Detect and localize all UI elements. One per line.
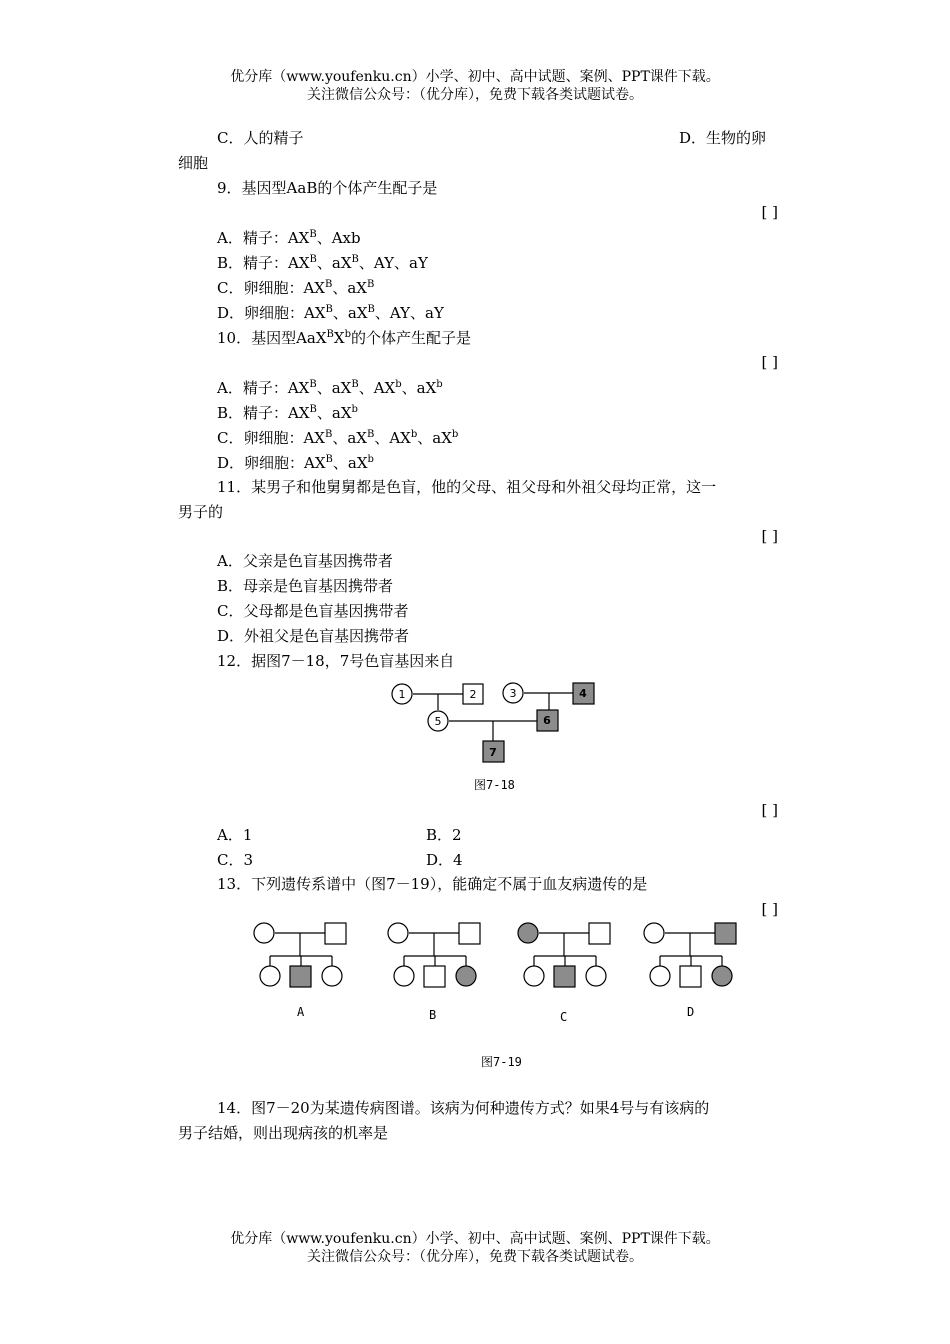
- q10-option-c: C．卵细胞：$AX^B$、$aX^B$、$AX^b$、$aX^b$: [217, 429, 459, 447]
- q12-option-c: C．3: [217, 851, 254, 869]
- q8-option-c: C．人的精子: [217, 129, 304, 147]
- q12-option-b: B．2: [426, 826, 462, 844]
- q14-stem-cont: 男子结婚，则出现病孩的机率是: [178, 1124, 389, 1142]
- q10-option-d: D．卵细胞：$AX^B$、$aX^b$: [217, 454, 374, 472]
- pedigree-label-3: 3: [509, 687, 517, 700]
- pedigree-a-label: A: [297, 1005, 305, 1019]
- q13-stem: 13．下列遗传系谱中（图7－19），能确定不属于血友病遗传的是: [217, 875, 648, 893]
- header-line-1: 优分库（www.youfenku.cn）小学、初中、高中试题、案例、PPT课件下载。: [230, 69, 720, 85]
- q11-answer-bracket: [ ]: [761, 527, 778, 545]
- footer-line-1: 优分库（www.youfenku.cn）小学、初中、高中试题、案例、PPT课件下载。: [230, 1231, 720, 1247]
- pedigree-b-label: B: [429, 1008, 437, 1022]
- q12-stem: 12．据图7－18，7号色盲基因来自: [217, 652, 455, 670]
- pedigree-b: [384, 918, 484, 990]
- q11-stem: 11．某男子和他舅舅都是色盲，他的父母、祖父母和外祖父母均正常，这一: [217, 478, 717, 496]
- q11-option-b: B．母亲是色盲基因携带者: [217, 577, 394, 595]
- figure-7-19-caption: 图7-19: [481, 1055, 522, 1069]
- q9-answer-bracket: [ ]: [761, 203, 778, 221]
- pedigree-c-label: C: [560, 1010, 568, 1024]
- q9-option-a: A．精子：$AX^B$、Axb: [217, 229, 361, 247]
- figure-7-18-caption: 图7-18: [474, 778, 515, 792]
- footer-line-2: 关注微信公众号：（优分库），免费下载各类试题试卷。: [307, 1249, 643, 1265]
- q11-option-d: D．外祖父是色盲基因携带者: [217, 627, 410, 645]
- q12-answer-bracket: [ ]: [761, 801, 778, 819]
- pedigree-label-4: 4: [579, 687, 587, 700]
- q12-option-a: A．1: [217, 826, 253, 844]
- pedigree-7-18: [385, 676, 605, 772]
- q8-option-d: D．生物的卵: [679, 129, 767, 147]
- pedigree-c: [514, 918, 614, 990]
- q10-answer-bracket: [ ]: [761, 353, 778, 371]
- q13-answer-bracket: [ ]: [761, 900, 778, 918]
- q12-option-d: D．4: [426, 851, 463, 869]
- pedigree-label-5: 5: [434, 715, 442, 728]
- header-line-2: 关注微信公众号：（优分库），免费下载各类试题试卷。: [307, 87, 643, 103]
- pedigree-label-1: 1: [398, 688, 406, 701]
- q10-option-b: B．精子：$AX^B$、$aX^b$: [217, 404, 358, 422]
- q14-stem: 14．图7－20为某遗传病图谱。该病为何种遗传方式？如果4号与有该病的: [217, 1099, 710, 1117]
- q11-stem-cont: 男子的: [178, 503, 224, 521]
- pedigree-label-2: 2: [469, 688, 477, 701]
- q9-option-c: C．卵细胞：$AX^B$、$aX^B$: [217, 279, 375, 297]
- q11-option-a: A．父亲是色盲基因携带者: [217, 552, 393, 570]
- pedigree-d-label: D: [687, 1005, 695, 1019]
- q8-option-d-cont: 细胞: [178, 154, 209, 172]
- q9-stem: 9．基因型AaB的个体产生配子是: [217, 179, 438, 197]
- q11-option-c: C．父母都是色盲基因携带者: [217, 602, 409, 620]
- q9-option-d: D．卵细胞：$AX^B$、$aX^B$、AY、aY: [217, 304, 444, 322]
- pedigree-a: [250, 918, 350, 990]
- q10-stem: 10．基因型$AaX^BX^b$的个体产生配子是: [217, 329, 472, 347]
- pedigree-label-7: 7: [489, 746, 497, 759]
- q10-option-a: A．精子：$AX^B$、$aX^B$、$AX^b$、$aX^b$: [217, 379, 443, 397]
- pedigree-d: [640, 918, 740, 990]
- q9-option-b: B．精子：$AX^B$、$aX^B$、AY、aY: [217, 254, 428, 272]
- pedigree-label-6: 6: [543, 714, 551, 727]
